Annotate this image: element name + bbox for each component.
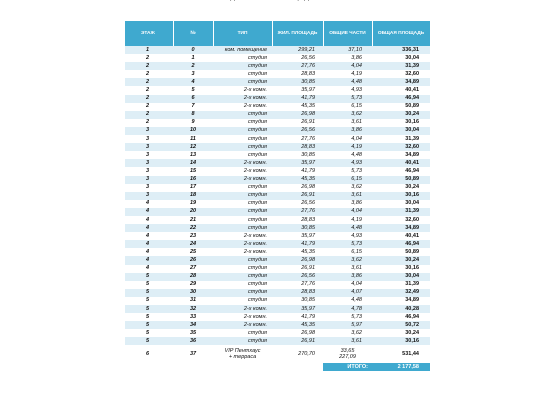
cell-total: 46,94: [372, 95, 430, 103]
cell-living: 27,76: [272, 62, 323, 70]
cell-floor: 2: [125, 62, 173, 70]
cell-floor: 4: [125, 248, 173, 256]
cell-floor: 2: [125, 54, 173, 62]
totals-blank: [125, 363, 173, 371]
table-row: [125, 159, 430, 167]
cell-total: 30,24: [372, 329, 430, 337]
table-row: [125, 216, 430, 224]
cell-num: 5: [173, 86, 213, 94]
cell-floor: 4: [125, 256, 173, 264]
cell-living: 26,98: [272, 329, 323, 337]
cell-num: 16: [173, 176, 213, 184]
table-row: [125, 240, 430, 248]
cell-living: 45,35: [272, 321, 323, 329]
cell-num: 10: [173, 127, 213, 135]
cell-common: 3,86: [323, 54, 372, 62]
cell-common: 4,48: [323, 78, 372, 86]
cell-type: студия: [213, 208, 272, 216]
cell-num: 0: [173, 46, 213, 54]
cell-common: 4,19: [323, 70, 372, 78]
cell-living: 30,85: [272, 151, 323, 159]
cell-living: 26,98: [272, 184, 323, 192]
cell-type: студия: [213, 184, 272, 192]
totals-value: 2 177,58: [372, 363, 430, 371]
cell-total: 31,39: [372, 281, 430, 289]
table-row: [125, 46, 430, 54]
table-row: [125, 200, 430, 208]
cell-total: 46,94: [372, 240, 430, 248]
cell-common: 4,48: [323, 297, 372, 305]
cell-type: 2-х комн.: [213, 103, 272, 111]
cell-num: 29: [173, 281, 213, 289]
cell-num: 8: [173, 111, 213, 119]
table-row: [125, 265, 430, 273]
cell-floor: 3: [125, 192, 173, 200]
cell-common: 3,62: [323, 111, 372, 119]
cell-total: 34,89: [372, 224, 430, 232]
cell-type: студия: [213, 192, 272, 200]
table-row-vip: [125, 345, 430, 363]
cell-common: 3,61: [323, 119, 372, 127]
cell-total: 32,60: [372, 70, 430, 78]
cell-type: [213, 345, 272, 363]
cell-type: студия: [213, 70, 272, 78]
cell-floor: 4: [125, 216, 173, 224]
cell-common: 4,19: [323, 216, 372, 224]
cell-floor: 4: [125, 232, 173, 240]
cell-num: 34: [173, 321, 213, 329]
cell-living: 41,79: [272, 95, 323, 103]
cell-common: 3,61: [323, 192, 372, 200]
cell-floor: 2: [125, 95, 173, 103]
cell-common: 3,62: [323, 184, 372, 192]
cell-num: 11: [173, 135, 213, 143]
cell-num: 26: [173, 256, 213, 264]
cell-living: 27,76: [272, 208, 323, 216]
cell-num: 4: [173, 78, 213, 86]
cell-living: 45,35: [272, 176, 323, 184]
cell-living: 26,98: [272, 256, 323, 264]
cell-living: 26,56: [272, 54, 323, 62]
cell-floor: 1: [125, 46, 173, 54]
cell-type: студия: [213, 281, 272, 289]
cell-num: 12: [173, 143, 213, 151]
cell-type: 2-х комн.: [213, 305, 272, 313]
cell-common: 3,61: [323, 265, 372, 273]
cell-floor: 3: [125, 135, 173, 143]
table-row: [125, 54, 430, 62]
cell-type: студия: [213, 216, 272, 224]
table-row: [125, 313, 430, 321]
cell-floor: 3: [125, 151, 173, 159]
cell-total: 50,89: [372, 103, 430, 111]
cell-floor: 4: [125, 200, 173, 208]
cell-living: 27,76: [272, 135, 323, 143]
cell-total: 30,16: [372, 192, 430, 200]
cell-floor: 5: [125, 305, 173, 313]
cell-floor: 2: [125, 103, 173, 111]
cell-total: 50,89: [372, 176, 430, 184]
cell-total: 32,49: [372, 289, 430, 297]
totals-blank: [213, 363, 272, 371]
cell-total: 50,72: [372, 321, 430, 329]
cell-living: 35,97: [272, 232, 323, 240]
cell-type: студия: [213, 151, 272, 159]
cell-type: студия: [213, 54, 272, 62]
cell-floor: 3: [125, 127, 173, 135]
cell-common: 3,86: [323, 127, 372, 135]
cell-total: 30,24: [372, 256, 430, 264]
cell-living: 299,21: [272, 46, 323, 54]
cell-common: 4,93: [323, 159, 372, 167]
cell-num: 3: [173, 70, 213, 78]
table-row: [125, 184, 430, 192]
cell-total: 40,41: [372, 159, 430, 167]
cell-floor: 5: [125, 321, 173, 329]
cell-floor: 2: [125, 70, 173, 78]
cell-total: 40,28: [372, 305, 430, 313]
table-header-row: [125, 21, 430, 46]
table-row: [125, 62, 430, 70]
cell-common: 4,07: [323, 289, 372, 297]
cell-floor: 3: [125, 167, 173, 175]
cell-type: студия: [213, 224, 272, 232]
table-row: [125, 248, 430, 256]
cell-num: 25: [173, 248, 213, 256]
cell-floor: 2: [125, 119, 173, 127]
totals-row: [125, 363, 430, 371]
cell-num: 9: [173, 119, 213, 127]
cell-living: 26,56: [272, 200, 323, 208]
cell-common: 4,04: [323, 62, 372, 70]
cell-type: студия: [213, 135, 272, 143]
cell-type: студия: [213, 78, 272, 86]
cell-num: 18: [173, 192, 213, 200]
cell-total: 531,44: [372, 345, 430, 363]
cell-floor: 5: [125, 337, 173, 345]
cell-floor: 4: [125, 208, 173, 216]
cell-type: 2-х комн.: [213, 248, 272, 256]
cell-living: 270,70: [272, 345, 323, 363]
table-row: [125, 78, 430, 86]
cell-num: 37: [173, 345, 213, 363]
cell-common: 6,15: [323, 248, 372, 256]
cell-living: 45,35: [272, 248, 323, 256]
table-row: [125, 103, 430, 111]
cell-common: 4,93: [323, 232, 372, 240]
cell-common: [323, 345, 372, 363]
cell-num: 32: [173, 305, 213, 313]
cell-living: 28,83: [272, 289, 323, 297]
cell-num: 13: [173, 151, 213, 159]
cell-floor: 6: [125, 345, 173, 363]
cell-type: студия: [213, 119, 272, 127]
table-row: [125, 208, 430, 216]
cell-type: 2-х комн.: [213, 313, 272, 321]
cell-total: 50,89: [372, 248, 430, 256]
cell-num: 7: [173, 103, 213, 111]
cell-total: 32,60: [372, 143, 430, 151]
cell-type: 2-х комн.: [213, 86, 272, 94]
table-row: [125, 273, 430, 281]
cell-floor: 3: [125, 184, 173, 192]
cell-living: 26,98: [272, 111, 323, 119]
cell-common: 4,04: [323, 208, 372, 216]
cell-floor: 5: [125, 273, 173, 281]
cell-total: 31,39: [372, 62, 430, 70]
cell-num: 20: [173, 208, 213, 216]
cell-total: 30,24: [372, 184, 430, 192]
cell-living: 30,85: [272, 297, 323, 305]
cell-common: 5,73: [323, 313, 372, 321]
cell-type: студия: [213, 200, 272, 208]
cell-type: 2-х комн.: [213, 176, 272, 184]
cell-total: 30,16: [372, 337, 430, 345]
table-row: [125, 329, 430, 337]
cell-living: 27,76: [272, 281, 323, 289]
cell-num: 36: [173, 337, 213, 345]
table-row: [125, 143, 430, 151]
cell-total: 34,89: [372, 151, 430, 159]
cell-living: 35,97: [272, 159, 323, 167]
totals-blank: [272, 363, 323, 371]
totals-label: ИТОГО:: [323, 363, 372, 371]
totals-blank: [173, 363, 213, 371]
cell-common: 5,73: [323, 167, 372, 175]
table-row: [125, 167, 430, 175]
cell-common-line1: 33,65: [340, 348, 355, 355]
cell-common: 3,62: [323, 329, 372, 337]
cell-common: 3,62: [323, 256, 372, 264]
cell-total: 30,24: [372, 111, 430, 119]
header-living-area: ЖИЛ. ПЛОЩАДЬ: [272, 21, 323, 46]
cell-common-line2: 227,09: [339, 354, 356, 361]
cell-floor: 3: [125, 159, 173, 167]
table-row: [125, 281, 430, 289]
table-row: [125, 192, 430, 200]
table-row: [125, 86, 430, 94]
table-row: [125, 232, 430, 240]
cell-total: 40,41: [372, 86, 430, 94]
cell-common: 6,15: [323, 176, 372, 184]
cell-type: ком. помещение: [213, 46, 272, 54]
cell-type: студия: [213, 337, 272, 345]
table-row: [125, 305, 430, 313]
cell-type: 2-х комн.: [213, 321, 272, 329]
cell-floor: 5: [125, 281, 173, 289]
cell-common: 4,93: [323, 86, 372, 94]
cell-type: 2-х комн.: [213, 240, 272, 248]
cell-common: 5,73: [323, 95, 372, 103]
table-row: [125, 70, 430, 78]
cell-living: 30,85: [272, 78, 323, 86]
cell-living: 41,79: [272, 240, 323, 248]
cell-num: 14: [173, 159, 213, 167]
cell-num: 19: [173, 200, 213, 208]
cell-floor: 5: [125, 297, 173, 305]
cell-common: 4,48: [323, 224, 372, 232]
cell-type: 2-х комн.: [213, 95, 272, 103]
table-row: [125, 119, 430, 127]
cell-total: 30,04: [372, 54, 430, 62]
cell-num: 15: [173, 167, 213, 175]
cell-living: 41,79: [272, 313, 323, 321]
cell-floor: 3: [125, 143, 173, 151]
cell-living: 30,85: [272, 224, 323, 232]
cell-floor: 2: [125, 86, 173, 94]
cell-num: 31: [173, 297, 213, 305]
cell-floor: 2: [125, 111, 173, 119]
cell-floor: 5: [125, 313, 173, 321]
cell-num: 1: [173, 54, 213, 62]
cell-floor: 2: [125, 78, 173, 86]
cell-num: 35: [173, 329, 213, 337]
cell-floor: 4: [125, 265, 173, 273]
table-row: [125, 95, 430, 103]
cell-type: студия: [213, 265, 272, 273]
cell-total: 31,39: [372, 208, 430, 216]
cell-common: 5,73: [323, 240, 372, 248]
cell-num: 24: [173, 240, 213, 248]
cell-num: 30: [173, 289, 213, 297]
table-row: [125, 256, 430, 264]
cell-total: 30,16: [372, 265, 430, 273]
cell-type: студия: [213, 143, 272, 151]
cell-living: 26,91: [272, 337, 323, 345]
cell-living: 26,56: [272, 127, 323, 135]
document-title: [225, 0, 325, 1]
cell-common: 4,48: [323, 151, 372, 159]
table-row: [125, 111, 430, 119]
cell-total: 30,16: [372, 119, 430, 127]
cell-type: 2-х комн.: [213, 159, 272, 167]
cell-num: 6: [173, 95, 213, 103]
cell-common: 3,61: [323, 337, 372, 345]
cell-type: студия: [213, 62, 272, 70]
cell-living: 26,56: [272, 273, 323, 281]
cell-floor: 4: [125, 240, 173, 248]
cell-type: студия: [213, 297, 272, 305]
area-table: [125, 21, 431, 371]
cell-type: 2-х комн.: [213, 167, 272, 175]
cell-common: 4,19: [323, 143, 372, 151]
table-row: [125, 224, 430, 232]
table-row: [125, 321, 430, 329]
cell-type: студия: [213, 256, 272, 264]
cell-type: студия: [213, 329, 272, 337]
cell-total: 31,39: [372, 135, 430, 143]
cell-common: 4,04: [323, 135, 372, 143]
header-num: №: [173, 21, 213, 46]
cell-total: 34,89: [372, 78, 430, 86]
cell-living: 45,35: [272, 103, 323, 111]
cell-living: 26,91: [272, 119, 323, 127]
cell-total: 40,41: [372, 232, 430, 240]
cell-type: студия: [213, 289, 272, 297]
cell-num: 28: [173, 273, 213, 281]
cell-living: 28,83: [272, 143, 323, 151]
table-row: [125, 289, 430, 297]
cell-num: 23: [173, 232, 213, 240]
cell-common: 4,04: [323, 281, 372, 289]
table-row: [125, 127, 430, 135]
header-floor: ЭТАЖ: [125, 21, 173, 46]
cell-type: студия: [213, 111, 272, 119]
table-row: [125, 135, 430, 143]
cell-floor: 3: [125, 176, 173, 184]
cell-type-line2: + терраса: [228, 354, 257, 361]
cell-living: 35,97: [272, 86, 323, 94]
cell-total: 32,60: [372, 216, 430, 224]
cell-living: 26,91: [272, 265, 323, 273]
cell-total: 30,04: [372, 200, 430, 208]
cell-type: студия: [213, 273, 272, 281]
cell-living: 26,91: [272, 192, 323, 200]
cell-common: 5,97: [323, 321, 372, 329]
cell-type: 2-х комн.: [213, 232, 272, 240]
cell-common: 37,10: [323, 46, 372, 54]
table-row: [125, 337, 430, 345]
cell-floor: 5: [125, 289, 173, 297]
cell-total: 30,04: [372, 127, 430, 135]
cell-living: 28,83: [272, 70, 323, 78]
cell-num: 21: [173, 216, 213, 224]
table-row: [125, 297, 430, 305]
cell-floor: 4: [125, 224, 173, 232]
header-total-area: ОБЩАЯ ПЛОЩАДЬ: [372, 21, 430, 46]
table-row: [125, 151, 430, 159]
cell-num: 33: [173, 313, 213, 321]
cell-num: 2: [173, 62, 213, 70]
cell-floor: 5: [125, 329, 173, 337]
cell-common: 4,78: [323, 305, 372, 313]
cell-living: 35,97: [272, 305, 323, 313]
cell-num: 27: [173, 265, 213, 273]
cell-num: 22: [173, 224, 213, 232]
cell-total: 46,94: [372, 313, 430, 321]
cell-living: 28,83: [272, 216, 323, 224]
header-type: ТИП: [213, 21, 272, 46]
cell-total: 34,89: [372, 297, 430, 305]
cell-type: студия: [213, 127, 272, 135]
cell-living: 41,79: [272, 167, 323, 175]
cell-num: 17: [173, 184, 213, 192]
cell-total: 30,04: [372, 273, 430, 281]
cell-common: 6,15: [323, 103, 372, 111]
cell-type-line1: VIP Пентхаус: [224, 348, 261, 355]
header-common-parts: ОБЩИЕ ЧАСТИ: [323, 21, 372, 46]
cell-common: 3,86: [323, 200, 372, 208]
cell-total: 336,31: [372, 46, 430, 54]
cell-total: 46,94: [372, 167, 430, 175]
table-row: [125, 176, 430, 184]
cell-common: 3,86: [323, 273, 372, 281]
